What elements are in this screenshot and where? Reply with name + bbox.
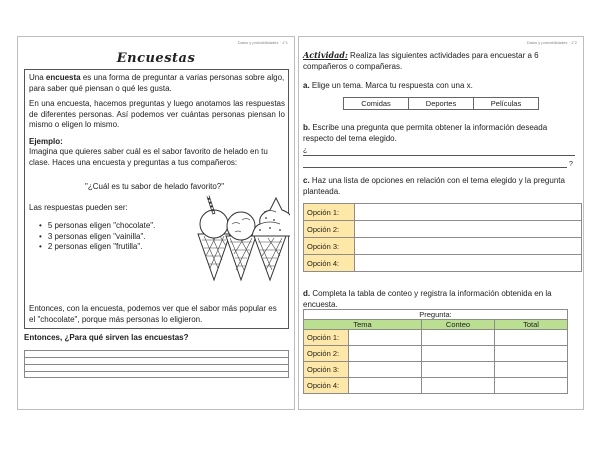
tally-col-count: Conteo: [422, 320, 495, 330]
option-label: Opción 4:: [304, 255, 355, 272]
tally-cell[interactable]: [349, 346, 422, 362]
answers-intro: Las respuestas pueden ser:: [29, 203, 128, 212]
tally-cell[interactable]: [422, 346, 495, 362]
tally-cell[interactable]: [495, 330, 568, 346]
example-text: Imagina que quieres saber cuál es el sabor favorito de helado en tu clase. Haces una encuesta y preguntas a tus compañeros:: [29, 147, 268, 167]
conclusion-paragraph: Entonces, con la encuesta, podemos ver que el sabor más popular es el "chocolate", porque más personas lo eligieron.: [29, 304, 277, 324]
question-line-1[interactable]: [303, 155, 575, 156]
question-line-2[interactable]: [303, 167, 567, 168]
tally-title: Pregunta:: [304, 310, 568, 320]
activity-instructions: Actividad: Realiza las siguientes actividades para encuestar a 6 compañeros o compañeras.: [303, 50, 539, 71]
tally-cell[interactable]: [349, 330, 422, 346]
table-row: [304, 330, 568, 346]
option-label: Opción 1:: [304, 204, 355, 221]
topic-option-movies[interactable]: Películas: [490, 99, 522, 108]
explanation-box: [24, 69, 289, 329]
options-table: [303, 203, 582, 272]
step-a: a. Elige un tema. Marca tu respuesta con una x.: [303, 81, 473, 90]
step-c: c. Haz una lista de opciones en relación con el tema elegido y la pregunta planteada.: [303, 176, 565, 196]
step-d: d. Completa la tabla de conteo y registra la información obtenida en la encuesta.: [303, 289, 552, 309]
tally-cell[interactable]: [495, 346, 568, 362]
option-label: Opción 1:: [304, 330, 349, 346]
tally-cell[interactable]: [495, 362, 568, 378]
list-item: • 5 personas eligen "chocolate".: [39, 221, 155, 232]
option-input[interactable]: [355, 238, 582, 255]
page-title: Encuestas: [116, 51, 196, 66]
table-row: [304, 362, 568, 378]
answer-line[interactable]: [24, 350, 289, 357]
left-worksheet: [17, 36, 295, 410]
tally-cell[interactable]: [422, 378, 495, 394]
answers-list: [39, 221, 155, 253]
topic-option-sports[interactable]: Deportes: [409, 98, 474, 109]
table-row: [304, 204, 582, 221]
tally-col-topic: Tema: [304, 320, 422, 330]
reflection-question: Entonces, ¿Para qué sirven las encuestas?: [24, 333, 189, 342]
definition-paragraph: Una encuesta es una forma de preguntar a varias personas sobre algo, para saber qué piensan o qué les gusta.: [29, 73, 285, 93]
option-label: Opción 3:: [304, 238, 355, 255]
tally-cell[interactable]: [349, 362, 422, 378]
list-item: • 3 personas eligen "vainilla".: [39, 232, 155, 243]
tally-col-total: Total: [495, 320, 568, 330]
answer-line[interactable]: [24, 357, 289, 364]
topic-option-food[interactable]: Comidas: [344, 98, 409, 109]
survey-paragraph: En una encuesta, hacemos preguntas y luego anotamos las respuestas de diferentes personas. Así podemos ver cuántas personas piensan lo mismo o eligen lo mismo.: [29, 99, 285, 129]
tally-cell[interactable]: [422, 330, 495, 346]
ice-cream-cones-illustration: [190, 190, 290, 282]
option-input[interactable]: [355, 204, 582, 221]
table-row: [304, 221, 582, 238]
tally-cell[interactable]: [422, 362, 495, 378]
example-title: Ejemplo:: [29, 137, 63, 146]
example-question: "¿Cuál es tu sabor de helado favorito?": [85, 182, 225, 191]
close-question-mark: ?: [569, 161, 573, 168]
tally-cell[interactable]: [495, 378, 568, 394]
topic-choices: [343, 97, 539, 110]
right-worksheet: [298, 36, 584, 410]
table-row: [304, 255, 582, 272]
open-question-mark: ¿: [303, 147, 308, 154]
option-input[interactable]: [355, 255, 582, 272]
answer-line[interactable]: [24, 371, 289, 378]
right-page-header: Datos y probabilidades · 1°2: [526, 40, 577, 45]
left-page-header: Datos y probabilidades · 1°1: [237, 40, 288, 45]
table-row: [304, 346, 568, 362]
table-row: [304, 238, 582, 255]
list-item: • 2 personas eligen "frutilla".: [39, 242, 155, 253]
option-label: Opción 4:: [304, 378, 349, 394]
option-label: Opción 3:: [304, 362, 349, 378]
table-row: [304, 378, 568, 394]
option-label: Opción 2:: [304, 346, 349, 362]
answer-lines[interactable]: [24, 350, 289, 378]
answer-line[interactable]: [24, 364, 289, 371]
tally-table: [303, 309, 568, 394]
option-label: Opción 2:: [304, 221, 355, 238]
step-b: b. Escribe una pregunta que permita obtener la información deseada respecto del tema elegido.: [303, 123, 548, 143]
tally-cell[interactable]: [349, 378, 422, 394]
option-input[interactable]: [355, 221, 582, 238]
